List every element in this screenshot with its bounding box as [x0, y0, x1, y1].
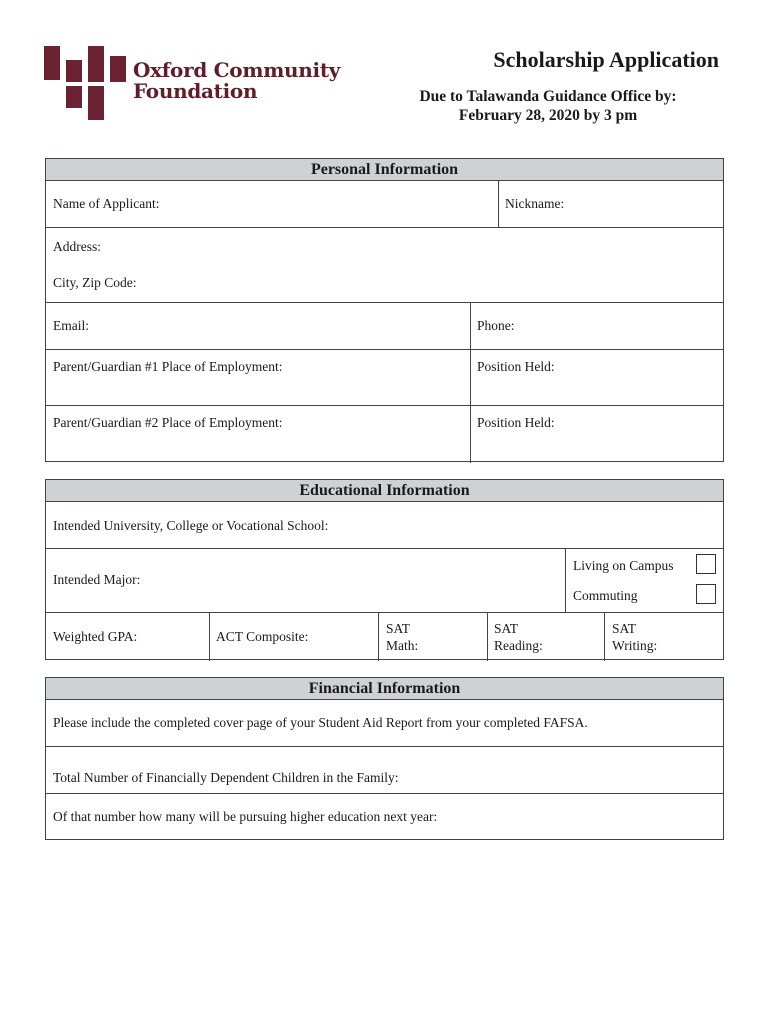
guardian2-employment-field[interactable]: Parent/Guardian #2 Place of Employment:: [53, 415, 283, 430]
weighted-gpa-field[interactable]: Weighted GPA:: [53, 629, 138, 644]
sat-math-label-line2: Math:: [386, 638, 419, 653]
due-date-line2: February 28, 2020 by 3 pm: [458, 107, 638, 124]
fafsa-instruction: Please include the completed cover page of your Student Aid Report from your completed FAFSA.: [53, 715, 588, 730]
commuting-checkbox[interactable]: [696, 584, 716, 604]
guardian2-position-field[interactable]: Position Held:: [477, 415, 555, 430]
due-date-line1: Due to Talawanda Guidance Office by:: [419, 88, 677, 105]
organization-name-line1: Oxford Community: [133, 58, 341, 82]
sat-reading-field[interactable]: [494, 620, 543, 654]
sat-writing-field[interactable]: [612, 620, 657, 654]
educational-information-section: [45, 479, 724, 660]
financial-information-section: [45, 677, 724, 840]
sat-math-field[interactable]: [386, 620, 418, 654]
guardian1-employment-field[interactable]: Parent/Guardian #1 Place of Employment:: [53, 359, 283, 374]
personal-information-section: [45, 158, 724, 462]
phone-field[interactable]: Phone:: [477, 318, 515, 333]
financial-information-header: Financial Information: [46, 678, 723, 700]
higher-education-count-field[interactable]: Of that number how many will be pursuing higher education next year:: [53, 809, 438, 824]
organization-name: [133, 60, 340, 102]
personal-information-header: Personal Information: [46, 159, 723, 181]
city-zip-field[interactable]: City, Zip Code:: [53, 275, 137, 290]
nickname-field[interactable]: Nickname:: [505, 196, 565, 211]
intended-major-field[interactable]: Intended Major:: [53, 572, 141, 587]
guardian1-position-field[interactable]: Position Held:: [477, 359, 555, 374]
living-on-campus-checkbox[interactable]: [696, 554, 716, 574]
dependent-children-field[interactable]: Total Number of Financially Dependent Children in the Family:: [53, 770, 399, 785]
organization-name-line2: Foundation: [133, 79, 258, 103]
foundation-logo-icon: [44, 46, 128, 122]
sat-writing-label-line2: Writing:: [612, 638, 658, 653]
sat-reading-label-line1: SAT: [494, 621, 519, 636]
name-of-applicant-field[interactable]: Name of Applicant:: [53, 196, 160, 211]
page-title: Scholarship Application: [493, 47, 719, 72]
educational-information-header: Educational Information: [46, 480, 723, 502]
sat-writing-label-line1: SAT: [612, 621, 637, 636]
living-on-campus-label: Living on Campus: [573, 558, 674, 573]
sat-math-label-line1: SAT: [386, 621, 411, 636]
address-field[interactable]: Address:: [53, 239, 101, 254]
email-field[interactable]: Email:: [53, 318, 89, 333]
act-composite-field[interactable]: ACT Composite:: [216, 629, 309, 644]
sat-reading-label-line2: Reading:: [494, 638, 543, 653]
intended-school-field[interactable]: Intended University, College or Vocational School:: [53, 518, 329, 533]
commuting-label: Commuting: [573, 588, 638, 603]
